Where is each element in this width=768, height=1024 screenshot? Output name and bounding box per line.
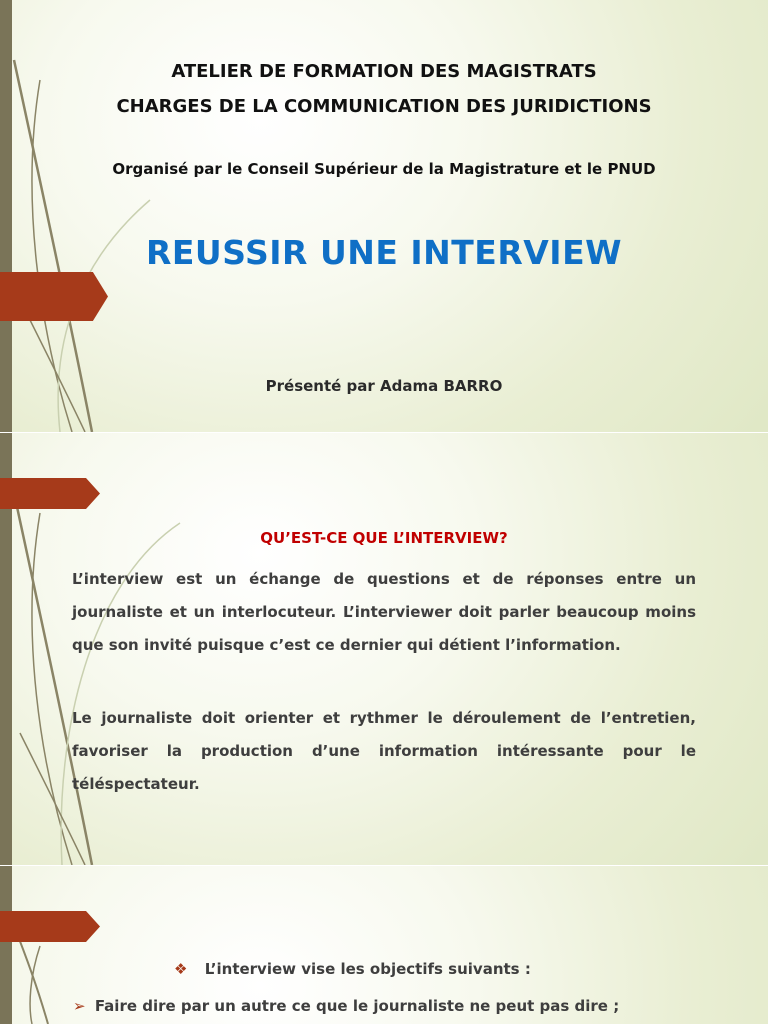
slide-objectives <box>0 866 768 1024</box>
section-question: QU’EST-CE QUE L’INTERVIEW? <box>260 529 508 547</box>
organizer-text: Organisé par le Conseil Supérieur de la Magistrature et le PNUD <box>112 160 656 178</box>
objectives-intro <box>174 960 531 978</box>
objectives-intro-text: L’interview vise les objectifs suivants : <box>204 960 531 978</box>
slide-title <box>0 0 768 432</box>
heading-line-1: ATELIER DE FORMATION DES MAGISTRATS <box>171 61 597 82</box>
arrow-bullet-icon: ➢ <box>73 997 86 1015</box>
slide-definition <box>0 433 768 865</box>
accent-arrow <box>0 911 100 942</box>
slide-main-title: REUSSIR UNE INTERVIEW <box>145 233 623 272</box>
definition-paragraph-2: Le journaliste doit orienter et rythmer le déroulement de l’entretien, favoriser la production d’une information intéressante pour le téléspectateur. <box>72 709 696 793</box>
accent-arrow <box>0 272 108 321</box>
heading-line-2: CHARGES DE LA COMMUNICATION DES JURIDICTIONS <box>116 96 652 117</box>
objective-item-1 <box>73 997 619 1015</box>
objective-item-1-text: Faire dire par un autre ce que le journaliste ne peut pas dire ; <box>94 997 620 1015</box>
accent-arrow <box>0 478 100 509</box>
presenter-text: Présenté par Adama BARRO <box>265 377 503 395</box>
diamond-bullet-icon: ❖ <box>174 960 188 978</box>
definition-paragraph-1: L’interview est un échange de questions et de réponses entre un journaliste et un interlocuteur. L’interviewer doit parler beaucoup moins que son invité puisque c’est ce dernier qui détient l’information. <box>72 570 696 654</box>
